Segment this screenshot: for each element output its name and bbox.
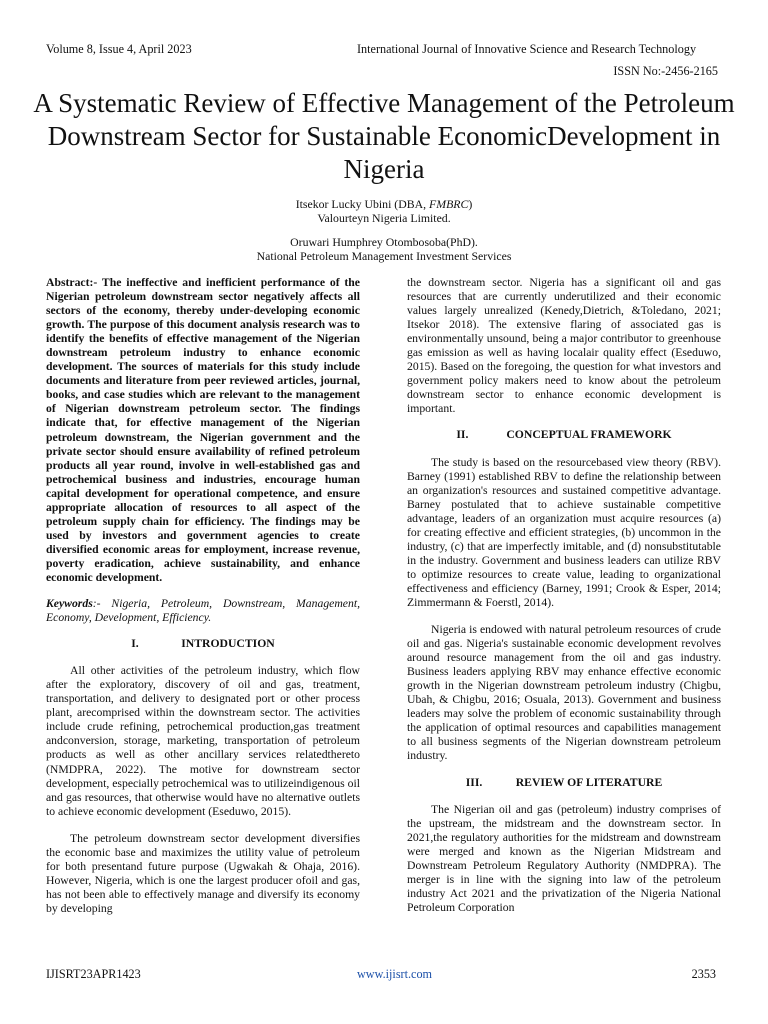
paper-title: A Systematic Review of Effective Management of the Petroleum Downstream Sector for Sustainable EconomicDevelopment in Nigeria bbox=[33, 88, 735, 184]
paragraph: the downstream sector. Nigeria has a significant oil and gas resources that are currently underutilized and their economic values largely unrealized (Kenedy,Dietrich, &Toledano, 2021; Itsekor 2018). The extensive flaring of associated gas is environmentally unsound, being a major contributor to greenhouse gas emission as well as having localair quality effect (Eseduwo, 2015). Based on the foregoing, the question for what investors and government policy makers need to know about the petroleum downstream sector to enhance economic development is important. bbox=[407, 276, 721, 416]
header-issn: ISSN No:-2456-2165 bbox=[613, 64, 718, 78]
author-block bbox=[0, 197, 768, 263]
paragraph: The petroleum downstream sector development diversifies the economic base and maximizes the utility value of petroleum for both presentand future purpose (Ugwakah & Ohaja, 2016). However, Nigeria, which is one the largest producer ofoil and gas, has not been able to effectively manage and diversify its economy by developing bbox=[46, 831, 360, 915]
author2-affiliation: National Petroleum Management Investment Services bbox=[256, 249, 512, 263]
section-heading-review-of-literature bbox=[407, 776, 721, 790]
abstract: Abstract:- The ineffective and inefficient performance of the Nigerian petroleum downstream sector negatively affects all sectors of the economy, thereby under-developing economic growth. The purpose of this document analysis research was to identify the benefits of effective management of the Nigerian downstream petroleum industry to enhance economic development. The sources of materials for this study include documents and literature from peer reviewed articles, journal, books, and case studies which are relevant to the management of Nigerian downstream petroleum sector. The findings indicate that, for effective management of the Nigerian petroleum downstream, the Nigerian government and the private sector should ensure availability of refined petroleum products all year round, involve in well-established gas and petrochemical business and industries, encourage human capital development for operational competence, and ensure appropriate allocation of resources to all aspect of the petroleum supply chain for efficiency. The findings may be used by investors and government agencies to create diversified economic areas for employment, increase revenue, poverty eradication, achieve sustainability, and enhance economic development. bbox=[46, 276, 360, 584]
author1-close: ) bbox=[468, 197, 473, 211]
right-column bbox=[407, 276, 721, 915]
paragraph: All other activities of the petroleum industry, which flow after the exploratory, discovery of oil and gas, treatment, transportation, and delivery to designated port or other process plant, arecomprised within the downstream sector. The activities include crude refining, petrochemical production,gas treatment andconversion, storage, marketing, transportation of petroleum products as well as other ancillary services relatedthereto (NMDPRA, 2022). The motive for downstream sector development, especially petrochemical was to utilizeindigenous oil and gas resources, that otherwise would have no alternative outlets to achieve economic development (Eseduwo, 2015). bbox=[46, 664, 360, 818]
paragraph: The Nigerian oil and gas (petroleum) industry comprises of the upstream, the midstream and the downstream sector. In 2021,the regulatory authorities for the midstream and downstream were merged and known as the Nigerian Midstream and Downstream Petroleum Regulatory Authority (NMDPRA). The merger is in line with the signing into law of the petroleum industry Act 2021 and the privatization of the Nigeria National Petroleum Corporation bbox=[407, 802, 721, 914]
section-title: INTRODUCTION bbox=[181, 637, 275, 651]
section-number: III. bbox=[465, 775, 483, 789]
header-journal-name: International Journal of Innovative Science and Research Technology bbox=[357, 42, 697, 56]
left-column bbox=[46, 276, 360, 916]
section-number: II. bbox=[456, 428, 469, 442]
author1-name: Itsekor Lucky Ubini (DBA, bbox=[295, 197, 430, 211]
header-volume: Volume 8, Issue 4, April 2023 bbox=[46, 42, 192, 56]
author1-credential: FMBRC bbox=[429, 197, 469, 211]
section-title: REVIEW OF LITERATURE bbox=[515, 775, 663, 789]
footer-page-number: 2353 bbox=[691, 967, 716, 981]
section-heading-introduction bbox=[46, 637, 360, 651]
keywords-label: Keywords bbox=[46, 597, 93, 611]
section-heading-conceptual-framework bbox=[407, 428, 721, 442]
section-number: I. bbox=[131, 637, 139, 651]
author1-line bbox=[0, 197, 768, 211]
section-title: CONCEPTUAL FRAMEWORK bbox=[506, 428, 672, 442]
author2-name: Oruwari Humphrey Otombosoba(PhD). bbox=[290, 235, 478, 249]
keywords-text: :- Nigeria, Petroleum, Downstream, Management, Economy, Development, Efficiency. bbox=[46, 597, 360, 625]
paragraph: The study is based on the resourcebased view theory (RBV). Barney (1991) established RBV to define the relationship between an organization's resources and sustained competitive advantage. Barney postulated that to achieve sustainable competitive advantage, leaders of an organization must acquire resources (a) for creating effective and efficient strategies, (b) uncommon in the industry, (c) that are imperfectly imitable, and (d) nonsubstitutable in the industry. Government and business leaders can utilize RBV to optimize resources to create value, leading to organizational effectiveness and efficiency (Barney, 1991; Crook & Esper, 2014; Zimmermann & Foerstl, 2014). bbox=[407, 455, 721, 609]
author1-affiliation: Valourteyn Nigeria Limited. bbox=[317, 211, 451, 225]
keywords bbox=[46, 597, 360, 625]
footer-website-link[interactable]: www.ijisrt.com bbox=[357, 967, 433, 981]
footer-paper-id: IJISRT23APR1423 bbox=[46, 967, 141, 981]
paragraph: Nigeria is endowed with natural petroleum resources of crude oil and gas. Nigeria's sustainable economic development revolves around resource management from the oil and gas industry. Business leaders applying RBV may enhance effective economic growth in the Nigerian downstream petroleum industry (Chigbu, Ubah, & Chigbu, 2016; Osuala, 2013). Government and business leaders may solve the problem of economic sustainability through the application of optimal resources and capabilities management to all business segments of the Nigerian downstream petroleum industry. bbox=[407, 623, 721, 763]
